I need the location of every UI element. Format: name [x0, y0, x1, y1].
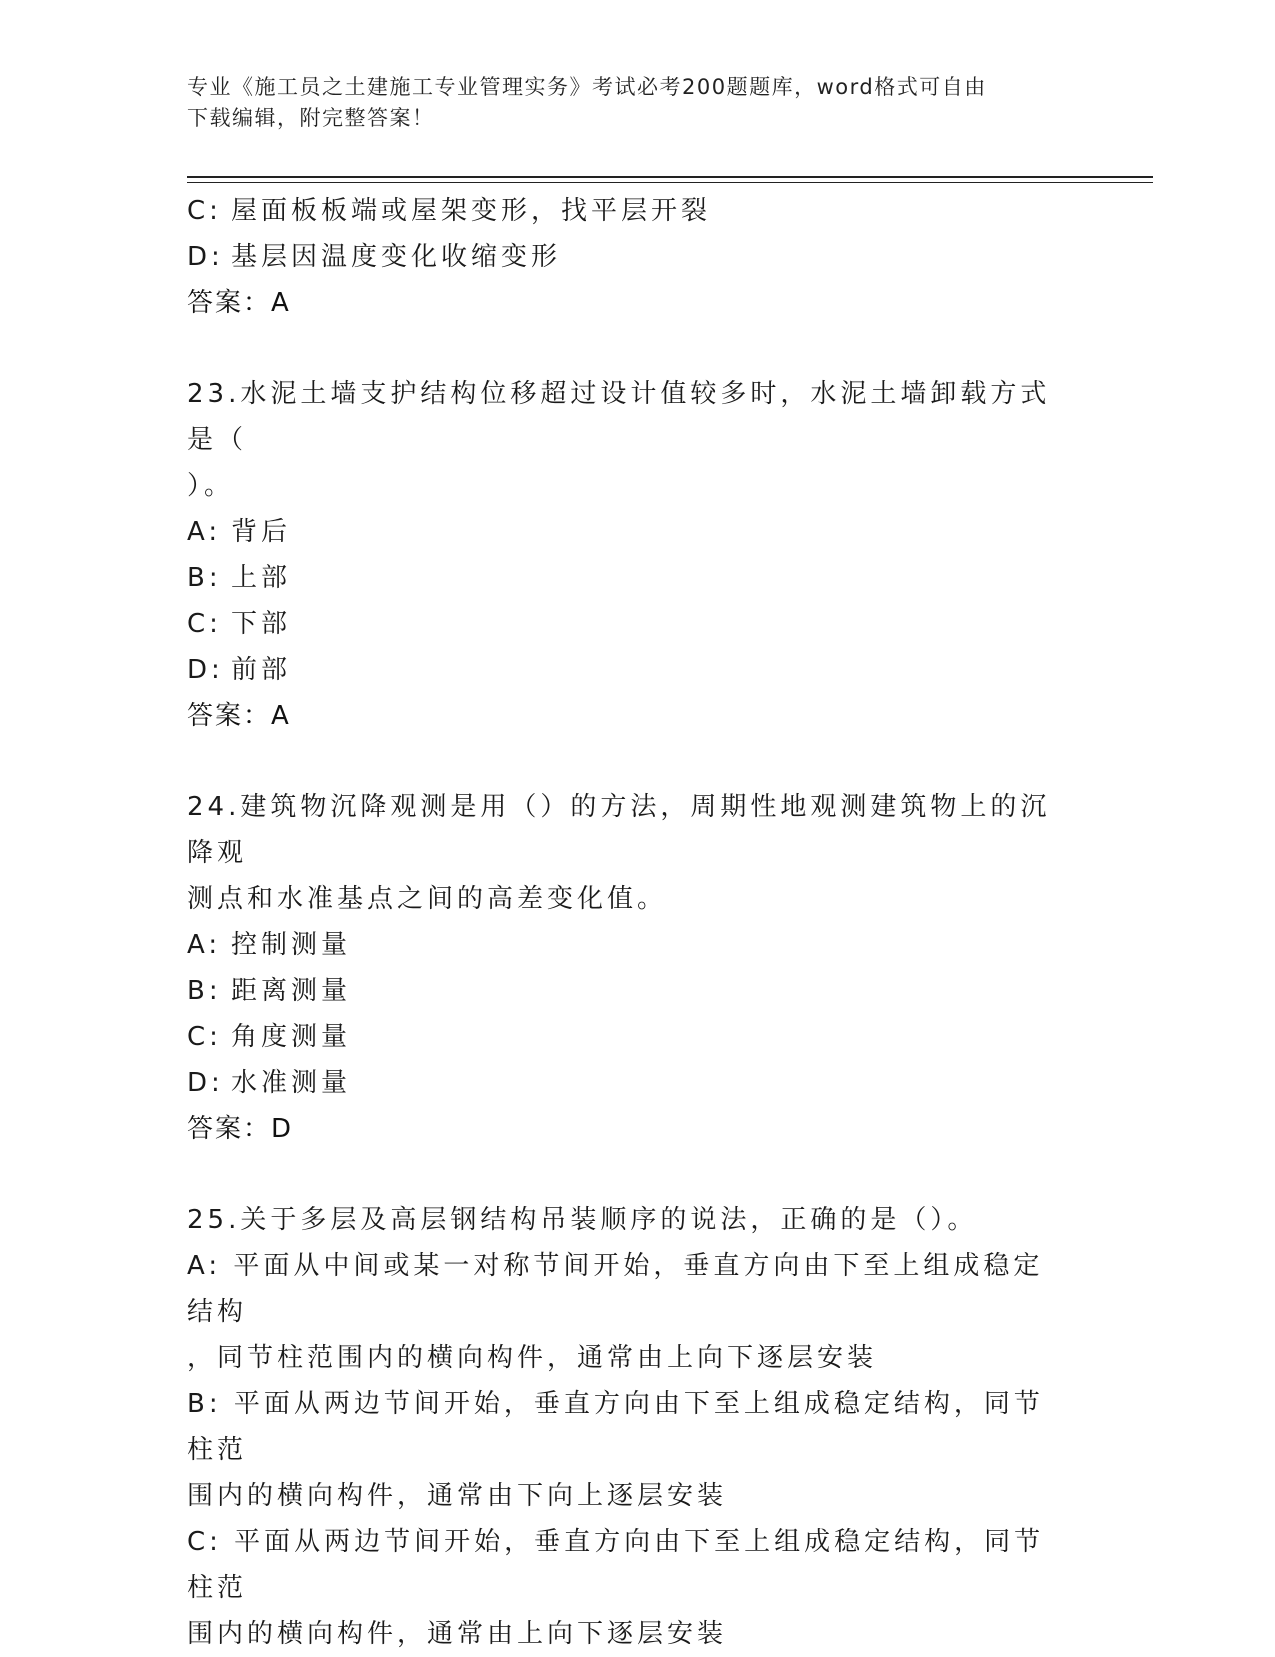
option-c: C: 下部 [187, 609, 292, 639]
document-header [187, 72, 1067, 134]
option-d: D: 水准测量 [187, 1068, 352, 1098]
option-b: B: 距离测量 [187, 976, 352, 1006]
option-a: A: 背后 [187, 517, 292, 547]
header-line-2: 下载编辑，附完整答案！ [187, 106, 435, 130]
question-stem: 23.水泥土墙支护结构位移超过设计值较多时，水泥土墙卸载方式是（ ）。 [187, 379, 1051, 501]
option-a: A: 控制测量 [187, 930, 352, 960]
question-24 [187, 784, 1087, 1152]
option-b: B: 平面从两边节间开始，垂直方向由下至上组成稳定结构，同节柱范 围内的横向构件，通常由下向上逐层安装 [187, 1389, 1044, 1511]
question-22-tail [187, 188, 1087, 326]
question-stem: 25.关于多层及高层钢结构吊装顺序的说法，正确的是（）。 [187, 1205, 978, 1235]
header-divider-thick [187, 176, 1153, 178]
option-d: D: 前部 [187, 655, 292, 685]
header-line-1: 专业《施工员之土建施工专业管理实务》考试必考200题题库，word格式可自由 [187, 75, 987, 99]
question-23 [187, 371, 1087, 739]
answer-line: 答案：A [187, 288, 291, 318]
header-divider-thin [187, 182, 1153, 183]
option-c: C: 屋面板板端或屋架变形，找平层开裂 [187, 196, 712, 226]
answer-line: 答案：D [187, 1114, 294, 1144]
option-c: C: 平面从两边节间开始，垂直方向由下至上组成稳定结构，同节柱范 围内的横向构件，通常由上向下逐层安装 [187, 1527, 1045, 1649]
question-stem: 24.建筑物沉降观测是用（）的方法，周期性地观测建筑物上的沉降观 测点和水准基点之间的高差变化值。 [187, 792, 1051, 914]
option-d: D: 基层因温度变化收缩变形 [187, 242, 562, 272]
option-b: B: 上部 [187, 563, 292, 593]
option-c: C: 角度测量 [187, 1022, 352, 1052]
option-a: A: 平面从中间或某一对称节间开始，垂直方向由下至上组成稳定结构 ，同节柱范围内的横向构件，通常由上向下逐层安装 [187, 1251, 1044, 1373]
document-body [187, 188, 1087, 1657]
question-25 [187, 1197, 1087, 1657]
answer-line: 答案：A [187, 701, 291, 731]
